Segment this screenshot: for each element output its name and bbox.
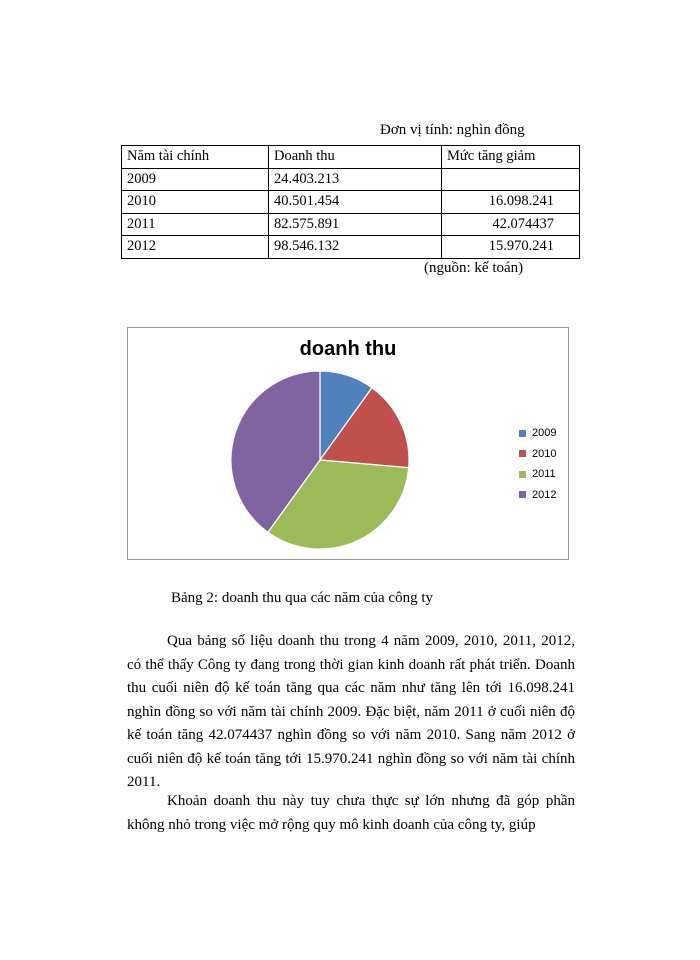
legend-swatch — [519, 491, 526, 498]
table-header-cell: Doanh thu — [269, 146, 442, 169]
legend-item-2011 — [519, 464, 556, 485]
legend-swatch — [519, 450, 526, 457]
table-cell-revenue: 40.501.454 — [269, 191, 442, 214]
pie-chart-plot — [128, 328, 568, 559]
unit-note: Đơn vị tính: nghìn đồng — [380, 122, 525, 138]
source-note: (nguồn: kế toán) — [424, 260, 524, 276]
legend-label: 2012 — [532, 488, 557, 501]
table-caption: Bảng 2: doanh thu qua các năm của công ty — [171, 590, 434, 606]
legend-label: 2011 — [532, 468, 556, 481]
table-header-cell: Năm tài chính — [122, 146, 269, 169]
table-cell-change — [442, 168, 580, 191]
legend-swatch — [519, 471, 526, 478]
pie-chart — [127, 327, 569, 560]
table-row — [122, 191, 580, 214]
chart-legend — [519, 423, 556, 505]
chart-title: doanh thu — [299, 338, 397, 360]
table-header-cell: Mức tăng giảm — [442, 146, 580, 169]
table-cell-change: 15.970.241 — [442, 236, 580, 259]
legend-label: 2009 — [532, 427, 557, 440]
table-cell-change: 42.074437 — [442, 213, 580, 236]
body-paragraph — [127, 790, 575, 837]
table-cell-year: 2011 — [122, 213, 269, 236]
legend-label: 2010 — [532, 447, 557, 460]
legend-swatch — [519, 430, 526, 437]
table-cell-revenue: 24.403.213 — [269, 168, 442, 191]
paragraph-text: Khoản doanh thu này tuy chưa thực sự lớn nhưng đã góp phần không nhỏ trong việc mở rộng quy mô kinh doanh của công ty, giúp — [127, 793, 575, 833]
table-cell-year: 2009 — [122, 168, 269, 191]
table-cell-year: 2012 — [122, 236, 269, 259]
table-row — [122, 168, 580, 191]
legend-item-2009 — [519, 423, 556, 444]
table-row — [122, 236, 580, 259]
legend-item-2010 — [519, 444, 556, 465]
table-row — [122, 213, 580, 236]
table-cell-revenue: 82.575.891 — [269, 213, 442, 236]
paragraph-text: Qua bảng số liệu doanh thu trong 4 năm 2009, 2010, 2011, 2012, có thể thấy Công ty đang trong thời gian kinh doanh rất phát triển. Doanh thu cuối niên độ kế toán tăng qua các năm như tăng lên tới 16.098.241 nghìn đồng so với năm tài chính 2009. Đặc biệt, năm 2011 ở cuối niên độ kế toán tăng 42.074437 nghìn đồng so với năm 2010. Sang năm 2012 ở cuối niên độ kế toán tăng tới 15.970.241 nghìn đồng so với năm tài chính 2011. — [127, 633, 575, 790]
table-cell-revenue: 98.546.132 — [269, 236, 442, 259]
revenue-table — [121, 145, 580, 259]
body-paragraph — [127, 630, 575, 795]
legend-item-2012 — [519, 485, 556, 506]
table-cell-year: 2010 — [122, 191, 269, 214]
table-cell-change: 16.098.241 — [442, 191, 580, 214]
table-header-row — [122, 146, 580, 169]
